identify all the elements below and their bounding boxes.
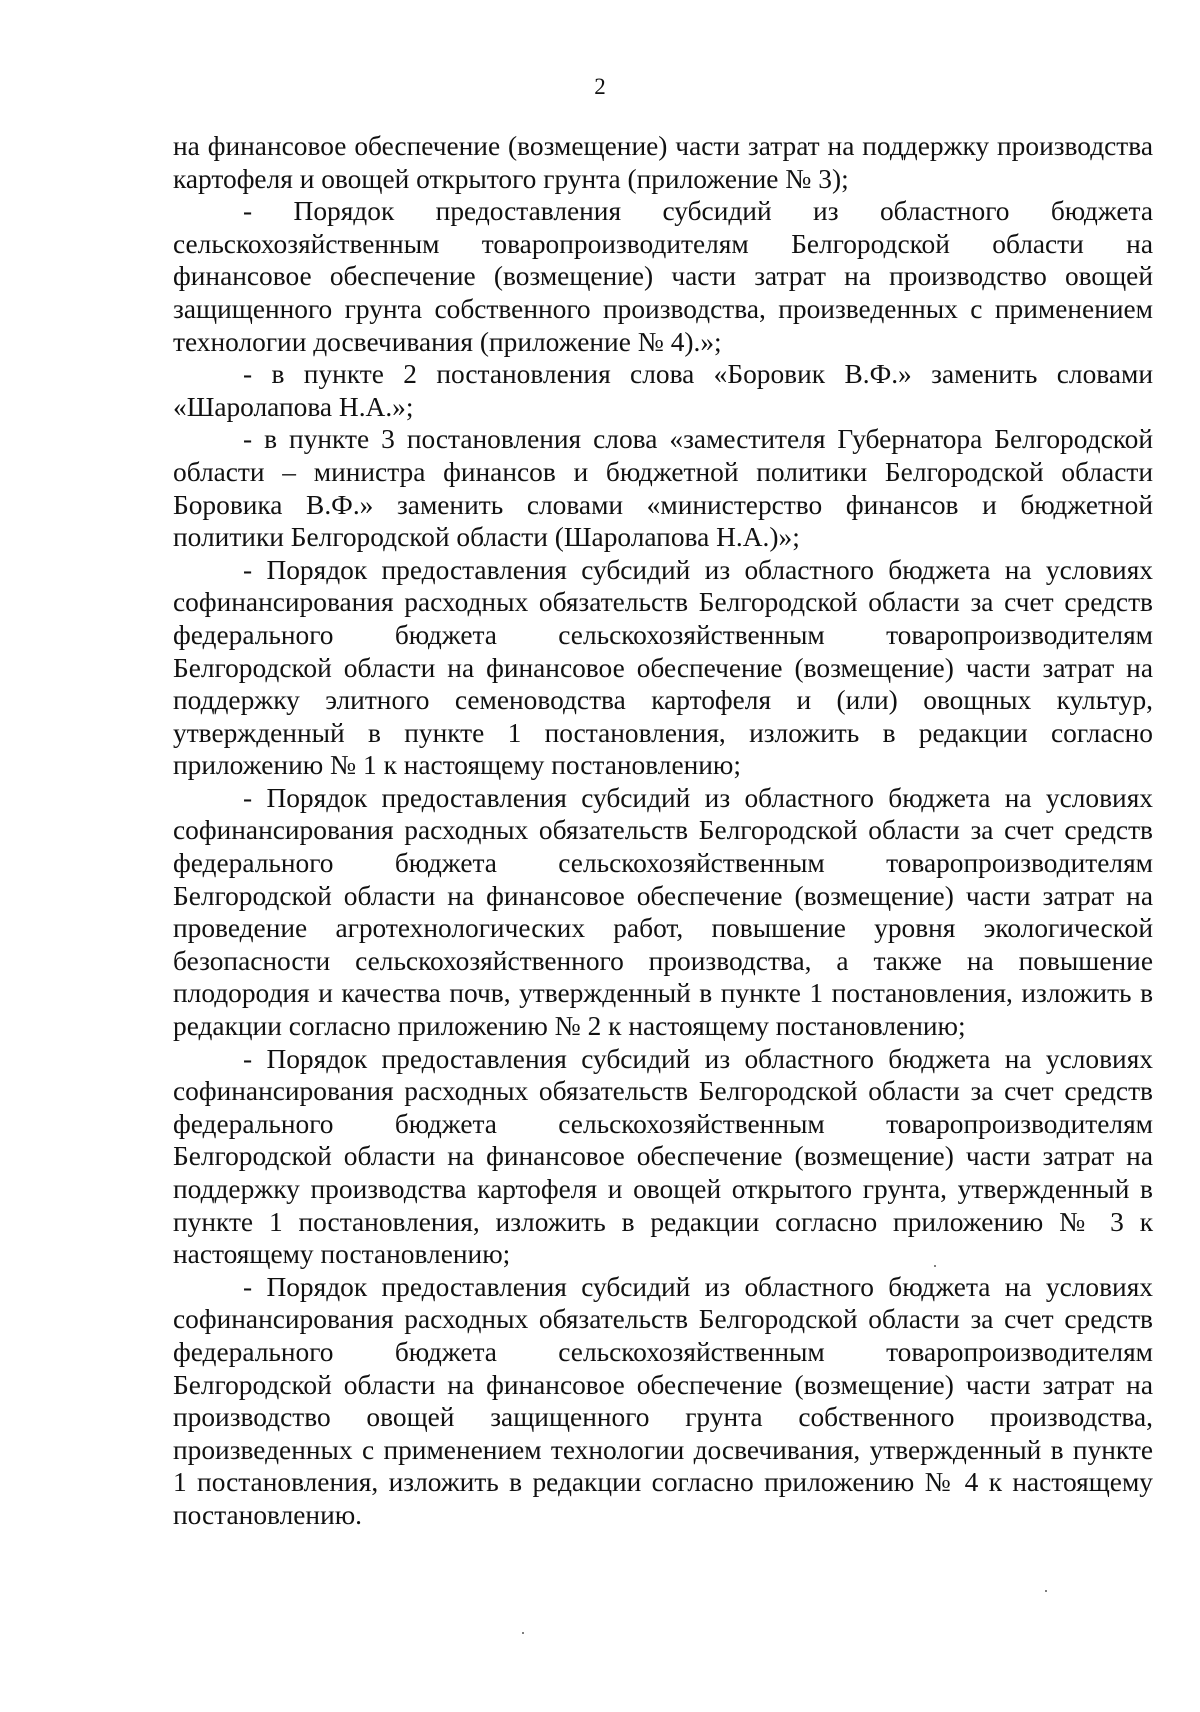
scan-speck [934,1265,936,1267]
paragraph-continuation: на финансовое обеспечение (возмещение) части затрат на поддержку производства картофеля и овощей открытого грунта (приложение № 3); [173,131,1153,194]
paragraph-item: - в пункте 2 постановления слова «Боровик В.Ф.» заменить словами «Шаролапова Н.А.»; [173,359,1153,422]
paragraph-item: - Порядок предоставления субсидий из областного бюджета на условиях софинансирования расходных обязательств Белгородской области за счет средств федерального бюджета сельскохозяйственным товаропроизводителям Белгородской области на финансовое обеспечение (возмещение) части затрат на поддержку элитного семеноводства картофеля и (или) овощных культур, утвержденный в пункте 1 постановления, изложить в редакции согласно приложению № 1 к настоящему постановлению; [173,554,1153,781]
paragraph-item: - Порядок предоставления субсидий из областного бюджета на условиях софинансирования расходных обязательств Белгородской области за счет средств федерального бюджета сельскохозяйственным товаропроизводителям Белгородской области на финансовое обеспечение (возмещение) части затрат на производство овощей защищенного грунта собственного производства, произведенных с применением технологии досвечивания, утвержденный в пункте 1 постановления, изложить в редакции согласно приложению № 4 к настоящему постановлению. [173,1271,1153,1530]
scan-speck [1045,1590,1047,1592]
paragraph-item: - Порядок предоставления субсидий из областного бюджета сельскохозяйственным товаропроизводителям Белгородской области на финансовое обеспечение (возмещение) части затрат на производство овощей защищенного грунта собственного производства, произведенных с применением технологии досвечивания (приложение № 4).»; [173,196,1153,357]
paragraph-item: - Порядок предоставления субсидий из областного бюджета на условиях софинансирования расходных обязательств Белгородской области за счет средств федерального бюджета сельскохозяйственным товаропроизводителям Белгородской области на финансовое обеспечение (возмещение) части затрат на поддержку производства картофеля и овощей открытого грунта, утвержденный в пункте 1 постановления, изложить в редакции согласно приложению № 3 к настоящему постановлению; [173,1043,1153,1270]
document-body [173,130,1153,1532]
page-number: 2 [594,74,606,99]
paragraph-item: - в пункте 3 постановления слова «заместителя Губернатора Белгородской области – министра финансов и бюджетной политики Белгородской области Боровика В.Ф.» заменить словами «министерство финансов и бюджетной политики Белгородской области (Шаролапова Н.А.)»; [173,424,1153,553]
paragraph-item: - Порядок предоставления субсидий из областного бюджета на условиях софинансирования расходных обязательств Белгородской области за счет средств федерального бюджета сельскохозяйственным товаропроизводителям Белгородской области на финансовое обеспечение (возмещение) части затрат на проведение агротехнологических работ, повышение уровня экологической безопасности сельскохозяйственного производства, а также на повышение плодородия и качества почв, утвержденный в пункте 1 постановления, изложить в редакции согласно приложению № 2 к настоящему постановлению; [173,782,1153,1042]
scan-speck [522,1632,524,1634]
